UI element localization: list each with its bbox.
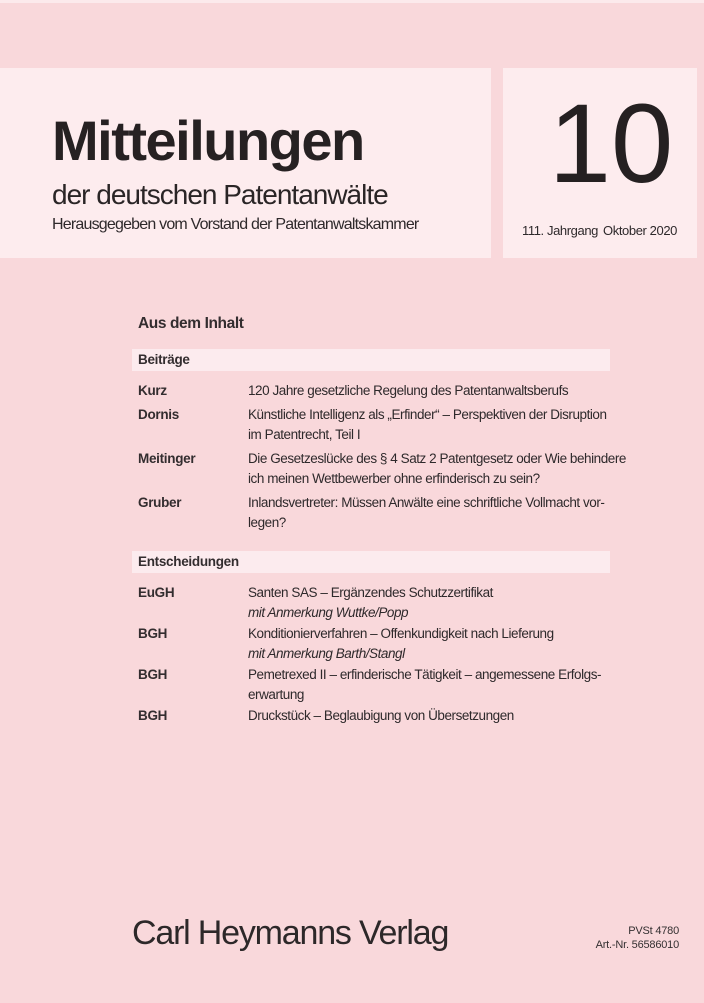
toc-row (132, 449, 626, 489)
toc-row-label: Dornis (138, 407, 179, 422)
toc-row-note: mit Anmerkung Barth/Stangl (248, 646, 405, 661)
toc-row-description (248, 381, 610, 401)
publisher-line: Herausgegeben vom Vorstand der Patentanwaltskammer (52, 216, 419, 233)
top-edge-strip (0, 0, 704, 3)
toc-row-note: mit Anmerkung Wuttke/Popp (248, 605, 409, 620)
toc-row-label: BGH (138, 708, 168, 723)
toc-row-line: Pemetrexed II – erfinderische Tätigkeit – angemessene Erfolgs- (248, 667, 602, 682)
journal-title: Mitteilungen (52, 109, 364, 172)
toc-row (132, 405, 610, 445)
section-header-entscheidungen: Entscheidungen (132, 551, 610, 573)
toc-row-line: Künstliche Intelligenz als „Erfinder“ – Perspektiven der Disruption (248, 407, 607, 422)
toc-row-line: im Patentrecht, Teil I (248, 427, 361, 442)
toc-row (132, 493, 610, 533)
toc-row-description (248, 449, 626, 489)
toc-row-description (248, 493, 610, 533)
toc-row-line: erwartung (248, 687, 304, 702)
contents (132, 314, 626, 727)
masthead-panel (0, 68, 491, 258)
issue-panel (503, 68, 697, 258)
toc-row-line: Santen SAS – Ergänzendes Schutzzertifikat (248, 585, 493, 600)
volume-label: 111. Jahrgang (522, 223, 598, 238)
toc-row-description (248, 665, 610, 705)
journal-subtitle: der deutschen Patentanwälte (52, 179, 388, 210)
toc-row (132, 624, 610, 664)
section-header-beitraege: Beiträge (132, 349, 610, 371)
toc-row-label: Kurz (138, 383, 167, 398)
toc-row (132, 381, 610, 401)
toc-row (132, 583, 610, 623)
toc-section-beitraege (132, 381, 626, 533)
month-label: Oktober 2020 (603, 223, 677, 238)
toc-row (132, 706, 610, 726)
toc-row-description (248, 405, 610, 445)
toc-row-line: Inlandsvertreter: Müssen Anwälte eine schriftliche Vollmacht vor- (248, 495, 605, 510)
toc-row-line: Druckstück – Beglaubigung von Übersetzungen (248, 708, 514, 723)
toc-row-label: EuGH (138, 585, 175, 600)
contents-heading: Aus dem Inhalt (138, 315, 244, 332)
toc-row-label: Meitinger (138, 451, 196, 466)
toc-row-line: Konditionierverfahren – Offenkundigkeit nach Lieferung (248, 626, 554, 641)
toc-section-entscheidungen (132, 583, 610, 726)
toc-row-label: BGH (138, 626, 168, 641)
article-number: Art.-Nr. 56586010 (595, 938, 679, 951)
issue-meta (522, 223, 677, 238)
toc-row-label: BGH (138, 667, 168, 682)
publisher-name: Carl Heymanns Verlag (132, 914, 449, 952)
toc-row-description (248, 706, 610, 726)
toc-row-description (248, 624, 610, 664)
postal-id: PVSt 4780 (628, 925, 679, 937)
toc-row-label: Gruber (138, 495, 182, 510)
toc-row-description (248, 583, 610, 623)
toc-row-line: Die Gesetzeslücke des § 4 Satz 2 Patentgesetz oder Wie behindere (248, 451, 626, 466)
toc-row-line: legen? (248, 515, 286, 530)
footer-right-block (596, 925, 679, 952)
issue-number: 10 (548, 81, 674, 206)
toc-row-line: 120 Jahre gesetzliche Regelung des Patentanwaltsberufs (248, 383, 569, 398)
toc-row-line: ich meinen Wettbewerber ohne erfinderisch zu sein? (248, 471, 540, 486)
toc-row (132, 665, 610, 705)
